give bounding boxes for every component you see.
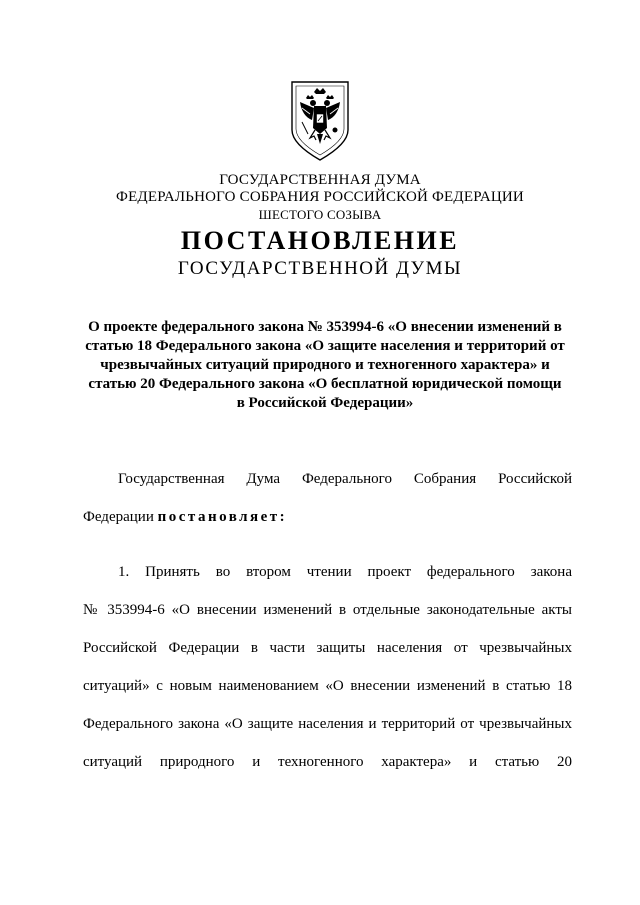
org-line-1: ГОСУДАРСТВЕННАЯ ДУМА — [219, 172, 421, 188]
document-type: ПОСТАНОВЛЕНИЕ — [180, 226, 460, 255]
preamble-line-1: Государственная Дума Федерального Собрания Российской — [118, 471, 572, 487]
coat-of-arms-icon — [288, 78, 352, 164]
preamble — [83, 460, 572, 536]
title-line-4: статью 20 Федерального закона «О бесплатной юридической помощи — [88, 376, 562, 392]
item1-line-4: ситуаций» с новым наименованием «О внесении изменений в статью 18 — [83, 678, 572, 694]
paragraph-item-1 — [83, 553, 572, 781]
title-line-1: О проекте федерального закона № 353994-6 «О внесении изменений в — [88, 319, 562, 335]
item1-line-3: Российской Федерации в части защиты населения от чрезвычайных — [83, 640, 572, 656]
org-line-3: ШЕСТОГО СОЗЫВА — [258, 207, 382, 222]
item1-line-1: 1. Принять во втором чтении проект федерального закона — [118, 564, 572, 580]
item1-line-2: № 353994-6 «О внесении изменений в отдельные законодательные акты — [83, 602, 572, 618]
preamble-federation-word: Федерации — [83, 509, 154, 525]
document-subtype: ГОСУДАРСТВЕННОЙ ДУМЫ — [177, 258, 463, 279]
org-line-2: ФЕДЕРАЛЬНОГО СОБРАНИЯ РОССИЙСКОЙ ФЕДЕРАЦИИ — [116, 189, 524, 205]
item1-line-6: ситуаций природного и техногенного характера» и статью 20 — [83, 754, 572, 770]
title-line-3: чрезвычайных ситуаций природного и техногенного характера» и — [100, 357, 550, 373]
preamble-resolves: постановляет: — [157, 509, 288, 525]
preamble-line-2 — [83, 498, 572, 536]
title-line-5: в Российской Федерации» — [236, 395, 414, 411]
organization-header — [0, 172, 640, 223]
title-line-2: статью 18 Федерального закона «О защите населения и территорий от — [85, 338, 565, 354]
document-title — [80, 318, 570, 413]
item1-line-5: Федерального закона «О защите населения и территорий от чрезвычайных — [83, 716, 572, 732]
